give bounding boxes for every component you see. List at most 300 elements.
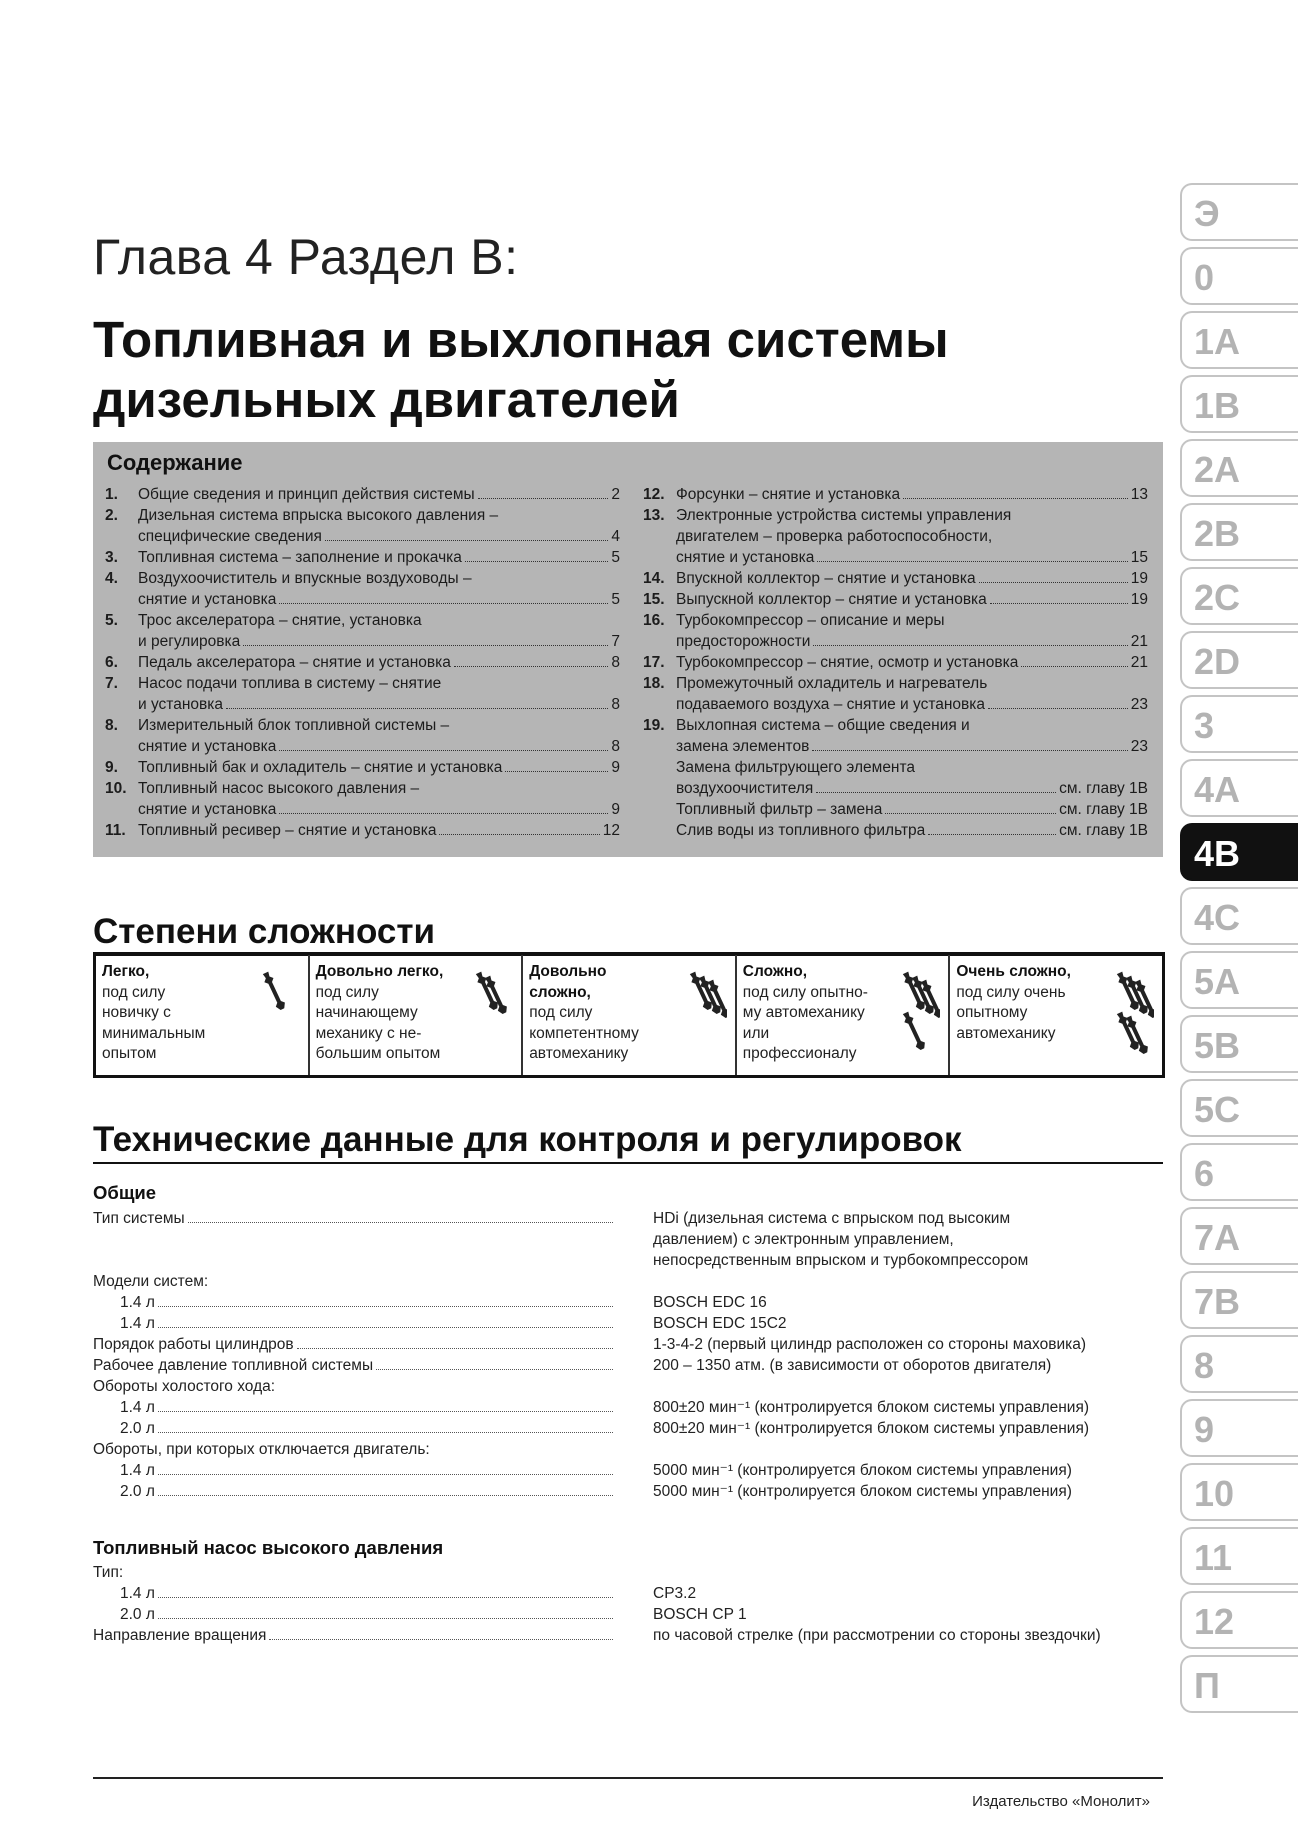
spec-label-text: Тип: bbox=[93, 1564, 124, 1581]
entry-number: 6. bbox=[105, 654, 118, 671]
difficulty-title: Довольно легко, bbox=[315, 963, 444, 980]
contents-entry[interactable] bbox=[105, 505, 620, 526]
spec-value bbox=[653, 1481, 1072, 1502]
dot-leader bbox=[885, 799, 1056, 814]
chapter-tab-label: 2B bbox=[1194, 513, 1241, 554]
entry-page: 8 bbox=[611, 738, 620, 755]
dot-leader bbox=[279, 589, 608, 604]
chapter-tab-4b[interactable] bbox=[1180, 823, 1298, 881]
entry-title: замена элементов bbox=[676, 738, 810, 755]
entry-title: предосторожности bbox=[676, 633, 811, 650]
contents-entry[interactable] bbox=[105, 799, 620, 820]
chapter-tab-label: 3 bbox=[1194, 705, 1215, 746]
contents-entry[interactable] bbox=[105, 736, 620, 757]
chapter-tab-0[interactable] bbox=[1180, 247, 1298, 305]
spec-label-text: 1.4 л bbox=[120, 1294, 155, 1311]
spec-label bbox=[120, 1418, 615, 1439]
chapter-tab-12[interactable] bbox=[1180, 1591, 1298, 1649]
spec-label bbox=[93, 1562, 615, 1583]
entry-number: 18. bbox=[643, 675, 665, 692]
entry-title: Топливная система – заполнение и прокачка bbox=[138, 549, 462, 566]
spanner-icon bbox=[262, 971, 287, 1011]
contents-entry[interactable] bbox=[643, 526, 1148, 547]
contents-entry[interactable] bbox=[643, 715, 1148, 736]
spec-value bbox=[653, 1208, 1028, 1271]
chapter-tab-4c[interactable] bbox=[1180, 887, 1298, 945]
chapter-tab-label: П bbox=[1194, 1665, 1220, 1706]
entry-title: Топливный бак и охладитель – снятие и установка bbox=[138, 759, 503, 776]
entry-number: 11. bbox=[105, 822, 126, 839]
entry-number bbox=[105, 631, 138, 652]
chapter-tab-1a[interactable] bbox=[1180, 311, 1298, 369]
dot-leader bbox=[243, 631, 608, 646]
entry-number bbox=[643, 547, 676, 568]
dot-leader bbox=[158, 1418, 613, 1433]
entry-page: см. главу 1B bbox=[1059, 801, 1148, 818]
chapter-tab-7a[interactable] bbox=[1180, 1207, 1298, 1265]
dot-leader bbox=[325, 526, 608, 541]
dot-leader bbox=[226, 694, 608, 709]
entry-title: Замена фильтрующего элемента bbox=[676, 759, 916, 776]
entry-title: специфические сведения bbox=[138, 528, 322, 545]
difficulty-text bbox=[102, 962, 205, 1065]
entry-number: 1. bbox=[105, 486, 118, 503]
entry-page: см. главу 1B bbox=[1059, 822, 1148, 839]
spec-label-text: Тип системы bbox=[93, 1210, 185, 1227]
dot-leader bbox=[812, 736, 1127, 751]
dot-leader bbox=[454, 652, 608, 667]
entry-title: снятие и установка bbox=[138, 738, 277, 755]
difficulty-text bbox=[743, 962, 868, 1065]
spec-value bbox=[653, 1583, 696, 1604]
difficulty-desc: профессионалу bbox=[742, 1045, 857, 1062]
dot-leader bbox=[279, 799, 608, 814]
entry-number bbox=[105, 589, 138, 610]
difficulty-desc: опытному bbox=[956, 1004, 1028, 1021]
contents-entry[interactable] bbox=[643, 778, 1148, 799]
chapter-tab-label: 4A bbox=[1194, 769, 1241, 810]
entry-title: Педаль акселератора – снятие и установка bbox=[138, 654, 451, 671]
difficulty-scale bbox=[93, 952, 1165, 1078]
spec-value bbox=[653, 1604, 747, 1625]
entry-title: Впускной коллектор – снятие и установка bbox=[676, 570, 976, 587]
chapter-tab-label: 1A bbox=[1194, 321, 1241, 362]
entry-title: Электронные устройства системы управления bbox=[676, 507, 1012, 524]
dot-leader bbox=[158, 1460, 613, 1475]
entry-number bbox=[105, 694, 138, 715]
difficulty-desc: под силу bbox=[315, 983, 379, 1001]
dot-leader bbox=[158, 1481, 613, 1496]
spec-label-text: Модели систем: bbox=[93, 1273, 209, 1290]
contents-entry[interactable] bbox=[643, 589, 1148, 610]
contents-entry[interactable] bbox=[643, 757, 1148, 778]
entry-number: 2. bbox=[105, 507, 118, 524]
difficulty-title: сложно, bbox=[529, 983, 591, 1001]
difficulty-desc: механику с не- bbox=[315, 1024, 422, 1042]
entry-number: 7. bbox=[105, 675, 118, 692]
entry-page: 23 bbox=[1130, 738, 1148, 755]
entry-number: 16. bbox=[643, 612, 665, 629]
difficulty-desc: под силу bbox=[529, 1004, 593, 1021]
entry-page: 5 bbox=[611, 591, 620, 608]
entry-title: Топливный фильтр – замена bbox=[676, 801, 883, 818]
difficulty-text bbox=[316, 962, 444, 1065]
spanner-rating-icon bbox=[1116, 967, 1154, 1055]
difficulty-title: Легко, bbox=[102, 963, 150, 980]
contents-entry[interactable] bbox=[643, 652, 1148, 673]
difficulty-text bbox=[956, 962, 1071, 1044]
chapter-tab-label: 1B bbox=[1194, 385, 1241, 426]
spec-label bbox=[120, 1460, 615, 1481]
entry-number: 15. bbox=[643, 591, 665, 608]
contents-entry[interactable] bbox=[643, 799, 1148, 820]
difficulty-level bbox=[737, 955, 951, 1075]
dot-leader bbox=[816, 778, 1056, 793]
chapter-tab-label: 4C bbox=[1194, 897, 1241, 938]
chapter-tab-5b[interactable] bbox=[1180, 1015, 1298, 1073]
difficulty-desc: автомеханику bbox=[529, 1045, 629, 1062]
contents-entry[interactable] bbox=[105, 694, 620, 715]
title-line: Топливная и выхлопная системы bbox=[93, 311, 949, 368]
entry-number bbox=[105, 799, 138, 820]
difficulty-title: Довольно bbox=[529, 963, 607, 980]
entry-number: 5. bbox=[105, 612, 118, 629]
contents-entry[interactable] bbox=[643, 505, 1148, 526]
entry-number: 19. bbox=[643, 717, 665, 734]
spec-label-text: 2.0 л bbox=[120, 1483, 155, 1500]
entry-title: Воздухоочиститель и впускные воздуховоды – bbox=[138, 570, 472, 587]
dot-leader bbox=[813, 631, 1127, 646]
contents-entry[interactable] bbox=[105, 778, 620, 799]
chapter-tab-7b[interactable] bbox=[1180, 1271, 1298, 1329]
spec-label-text: Направление вращения bbox=[93, 1627, 267, 1644]
contents-entry[interactable] bbox=[105, 673, 620, 694]
entry-page: 4 bbox=[611, 528, 620, 545]
entry-number: 17. bbox=[643, 654, 665, 671]
spec-value-line: 800±20 мин⁻¹ (контролируется блоком системы управления) bbox=[653, 1399, 1090, 1416]
entry-title: Общие сведения и принцип действия системы bbox=[138, 486, 475, 503]
entry-number bbox=[643, 799, 676, 820]
chapter-tab-label: 2D bbox=[1194, 641, 1241, 682]
difficulty-level bbox=[523, 955, 737, 1075]
entry-page: 7 bbox=[611, 633, 620, 650]
spec-value-line: CP3.2 bbox=[653, 1585, 697, 1602]
contents-entry[interactable] bbox=[105, 757, 620, 778]
spec-label bbox=[120, 1292, 615, 1313]
dot-leader bbox=[158, 1604, 613, 1619]
spec-label bbox=[120, 1313, 615, 1334]
spec-label-text: 1.4 л bbox=[120, 1585, 155, 1602]
contents-entry[interactable] bbox=[105, 652, 620, 673]
difficulty-desc: начинающему bbox=[315, 1004, 418, 1021]
spanner-rating-icon bbox=[475, 967, 513, 1055]
entry-page: 23 bbox=[1130, 696, 1148, 713]
contents-entry[interactable] bbox=[643, 484, 1148, 505]
entry-page: 8 bbox=[611, 654, 620, 671]
entry-page: 9 bbox=[611, 759, 620, 776]
entry-title: Слив воды из топливного фильтра bbox=[676, 822, 926, 839]
entry-title: снятие и установка bbox=[676, 549, 815, 566]
chapter-tab-label: 12 bbox=[1194, 1601, 1235, 1642]
spec-label bbox=[120, 1604, 615, 1625]
entry-page: 21 bbox=[1130, 654, 1148, 671]
dot-leader bbox=[928, 820, 1056, 835]
contents-entry[interactable] bbox=[105, 820, 620, 841]
entry-number bbox=[643, 778, 676, 799]
difficulty-heading: Степени сложности bbox=[93, 910, 1163, 956]
entry-title: Турбокомпрессор – снятие, осмотр и установка bbox=[676, 654, 1019, 671]
entry-title: снятие и установка bbox=[138, 801, 277, 818]
entry-page: 19 bbox=[1130, 570, 1148, 587]
entry-title: Турбокомпрессор – описание и меры bbox=[676, 612, 945, 629]
entry-page: 13 bbox=[1130, 486, 1148, 503]
chapter-tab-п[interactable] bbox=[1180, 1655, 1298, 1713]
difficulty-level bbox=[96, 955, 310, 1075]
contents-entry[interactable] bbox=[643, 673, 1148, 694]
spec-value-line: 5000 мин⁻¹ (контролируется блоком системы управления) bbox=[653, 1462, 1072, 1479]
difficulty-level bbox=[310, 955, 524, 1075]
contents-entry[interactable] bbox=[105, 631, 620, 652]
difficulty-desc: или bbox=[742, 1024, 770, 1042]
spec-label bbox=[93, 1625, 615, 1646]
entry-title: Выхлопная система – общие сведения и bbox=[676, 717, 970, 734]
chapter-tab-label: 2C bbox=[1194, 577, 1241, 618]
entry-title: Дизельная система впрыска высокого давления – bbox=[138, 507, 499, 524]
dot-leader bbox=[188, 1208, 613, 1223]
entry-title: и регулировка bbox=[138, 633, 241, 650]
chapter-tab-6[interactable] bbox=[1180, 1143, 1298, 1201]
entry-number: 9. bbox=[105, 759, 118, 776]
entry-title: снятие и установка bbox=[138, 591, 277, 608]
chapter-tab-label: 5A bbox=[1194, 961, 1241, 1002]
spec-value-line: BOSCH EDC 16 bbox=[653, 1294, 767, 1311]
pump-specs-heading: Топливный насос высокого давления bbox=[93, 1537, 444, 1558]
chapter-tab-2c[interactable] bbox=[1180, 567, 1298, 625]
spec-label-text: 2.0 л bbox=[120, 1420, 155, 1437]
spec-label bbox=[93, 1376, 615, 1397]
entry-page: см. главу 1B bbox=[1059, 780, 1148, 797]
difficulty-title: Очень сложно, bbox=[956, 963, 1071, 980]
entry-number: 14. bbox=[643, 570, 665, 587]
spec-label-text: Обороты, при которых отключается двигатель: bbox=[93, 1441, 430, 1458]
difficulty-desc: под силу очень bbox=[956, 983, 1066, 1001]
dot-leader bbox=[988, 694, 1128, 709]
difficulty-desc: под силу bbox=[102, 983, 166, 1001]
chapter-tab-label: 7B bbox=[1194, 1281, 1241, 1322]
entry-number: 10. bbox=[105, 780, 127, 797]
spec-value bbox=[653, 1625, 1101, 1646]
dot-leader bbox=[505, 757, 608, 772]
chapter-tab-label: 9 bbox=[1194, 1409, 1215, 1450]
contents-column-right bbox=[643, 484, 1148, 841]
entry-number bbox=[643, 736, 676, 757]
dot-leader bbox=[465, 547, 608, 562]
dot-leader bbox=[990, 589, 1128, 604]
spec-label bbox=[93, 1208, 615, 1229]
entry-title: Топливный ресивер – снятие и установка bbox=[138, 822, 437, 839]
spec-label bbox=[93, 1439, 615, 1460]
entry-number bbox=[643, 526, 676, 547]
entry-title: Насос подачи топлива в систему – снятие bbox=[138, 675, 442, 692]
contents-entry[interactable] bbox=[643, 631, 1148, 652]
spec-label-text: 1.4 л bbox=[120, 1315, 155, 1332]
spec-value bbox=[653, 1418, 1089, 1439]
spec-label bbox=[120, 1481, 615, 1502]
chapter-tab-2d[interactable] bbox=[1180, 631, 1298, 689]
chapter-tab-label: 0 bbox=[1194, 257, 1215, 298]
chapter-tab-11[interactable] bbox=[1180, 1527, 1298, 1585]
spanner-rating-icon bbox=[902, 967, 940, 1055]
page-title bbox=[93, 310, 949, 430]
spanner-icon bbox=[902, 1011, 927, 1051]
chapter-tab-э[interactable] bbox=[1180, 183, 1298, 241]
spec-label bbox=[93, 1271, 615, 1292]
chapter-tab-1b[interactable] bbox=[1180, 375, 1298, 433]
contents-entry[interactable] bbox=[643, 610, 1148, 631]
chapter-tab-8[interactable] bbox=[1180, 1335, 1298, 1393]
chapter-tab-label: 5B bbox=[1194, 1025, 1241, 1066]
spec-value-line: 800±20 мин⁻¹ (контролируется блоком системы управления) bbox=[653, 1420, 1090, 1437]
entry-title: Топливный насос высокого давления – bbox=[138, 780, 420, 797]
entry-number: 13. bbox=[643, 507, 665, 524]
spec-value bbox=[653, 1460, 1072, 1481]
entry-number bbox=[643, 694, 676, 715]
contents-entry[interactable] bbox=[105, 589, 620, 610]
difficulty-level bbox=[950, 955, 1162, 1075]
spec-label-text: Рабочее давление топливной системы bbox=[93, 1357, 374, 1374]
entry-title: Выпускной коллектор – снятие и установка bbox=[676, 591, 987, 608]
spec-value-line: 1-3-4-2 (первый цилиндр расположен со стороны маховика) bbox=[653, 1336, 1087, 1353]
contents-entry[interactable] bbox=[643, 820, 1148, 841]
title-line: дизельных двигателей bbox=[93, 371, 680, 428]
dot-leader bbox=[903, 484, 1128, 499]
contents-entry[interactable] bbox=[643, 547, 1148, 568]
publisher: Издательство «Монолит» bbox=[972, 1793, 1150, 1810]
spec-value-line: BOSCH EDC 15C2 bbox=[653, 1315, 787, 1332]
chapter-tab-4a[interactable] bbox=[1180, 759, 1298, 817]
chapter-tab-label: Э bbox=[1194, 193, 1220, 234]
entry-number bbox=[105, 736, 138, 757]
chapter-tab-2a[interactable] bbox=[1180, 439, 1298, 497]
spec-value-line: 200 – 1350 атм. (в зависимости от оборотов двигателя) bbox=[653, 1357, 1052, 1374]
general-specs-heading: Общие bbox=[93, 1182, 157, 1203]
entry-title: Измерительный блок топливной системы – bbox=[138, 717, 450, 734]
chapter-tab-2b[interactable] bbox=[1180, 503, 1298, 561]
entry-page: 8 bbox=[611, 696, 620, 713]
entry-title: двигателем – проверка работоспособности, bbox=[676, 528, 993, 545]
difficulty-desc: опытом bbox=[102, 1045, 157, 1062]
dot-leader bbox=[478, 484, 609, 499]
chapter-tab-10[interactable] bbox=[1180, 1463, 1298, 1521]
entry-page: 19 bbox=[1130, 591, 1148, 608]
contents-column-left bbox=[105, 484, 620, 841]
footer-divider bbox=[93, 1777, 1163, 1779]
difficulty-desc: под силу опытно- bbox=[742, 983, 868, 1001]
contents-entry[interactable] bbox=[105, 610, 620, 631]
entry-title: Трос акселератора – снятие, установка bbox=[138, 612, 422, 629]
dot-leader bbox=[817, 547, 1127, 562]
contents-entry[interactable] bbox=[643, 694, 1148, 715]
spec-value bbox=[653, 1292, 767, 1313]
entry-number: 3. bbox=[105, 549, 118, 566]
contents-box bbox=[93, 442, 1163, 857]
spec-value-line: по часовой стрелке (при рассмотрении со стороны звездочки) bbox=[653, 1627, 1101, 1644]
contents-entry[interactable] bbox=[105, 715, 620, 736]
chapter-tab-label: 5C bbox=[1194, 1089, 1241, 1130]
chapter-tab-label: 10 bbox=[1194, 1473, 1235, 1514]
entry-title: подаваемого воздуха – снятие и установка bbox=[676, 696, 986, 713]
difficulty-desc: большим опытом bbox=[315, 1045, 441, 1062]
entry-page: 5 bbox=[611, 549, 620, 566]
spec-label bbox=[120, 1397, 615, 1418]
entry-title: воздухоочистителя bbox=[676, 780, 814, 797]
dot-leader bbox=[158, 1292, 613, 1307]
chapter-tab-label: 11 bbox=[1194, 1537, 1233, 1578]
difficulty-text bbox=[529, 962, 639, 1065]
dot-leader bbox=[439, 820, 599, 835]
entry-number bbox=[643, 820, 676, 841]
chapter-tab-9[interactable] bbox=[1180, 1399, 1298, 1457]
chapter-tab-5c[interactable] bbox=[1180, 1079, 1298, 1137]
chapter-tab-3[interactable] bbox=[1180, 695, 1298, 753]
chapter-tab-label: 2A bbox=[1194, 449, 1241, 490]
spec-value bbox=[653, 1355, 1051, 1376]
spec-label bbox=[93, 1334, 615, 1355]
dot-leader bbox=[279, 736, 608, 751]
chapter-tab-label: 6 bbox=[1194, 1153, 1215, 1194]
spec-value bbox=[653, 1313, 787, 1334]
spec-label-text: 2.0 л bbox=[120, 1606, 155, 1623]
spanner-rating-icon bbox=[262, 967, 300, 1055]
spec-value bbox=[653, 1397, 1089, 1418]
spec-label-text: Порядок работы цилиндров bbox=[93, 1336, 294, 1353]
contents-entry[interactable] bbox=[643, 568, 1148, 589]
dot-leader bbox=[269, 1625, 613, 1640]
entry-title: Форсунки – снятие и установка bbox=[676, 486, 901, 503]
spanner-rating-icon bbox=[689, 967, 727, 1055]
dot-leader bbox=[297, 1334, 613, 1349]
dot-leader bbox=[158, 1583, 613, 1598]
spec-label bbox=[93, 1355, 615, 1376]
contents-entry[interactable] bbox=[643, 736, 1148, 757]
difficulty-desc: минимальным bbox=[102, 1024, 206, 1042]
difficulty-desc: новичку с bbox=[102, 1004, 171, 1021]
spec-value bbox=[653, 1334, 1086, 1355]
contents-entry[interactable] bbox=[105, 547, 620, 568]
spec-value-line: BOSCH CP 1 bbox=[653, 1606, 747, 1623]
contents-entry[interactable] bbox=[105, 484, 620, 505]
entry-page: 15 bbox=[1130, 549, 1148, 566]
specs-heading: Технические данные для контроля и регулировок bbox=[93, 1118, 1163, 1164]
spec-value-line: давлением) с электронным управлением, bbox=[653, 1231, 954, 1248]
spec-label-text: 1.4 л bbox=[120, 1399, 155, 1416]
entry-number bbox=[643, 631, 676, 652]
entry-number bbox=[105, 526, 138, 547]
entry-page: 9 bbox=[611, 801, 620, 818]
dot-leader bbox=[376, 1355, 613, 1370]
spec-value-line: HDi (дизельная система с впрыском под высоким bbox=[653, 1210, 1011, 1227]
spec-value-line: 5000 мин⁻¹ (контролируется блоком системы управления) bbox=[653, 1483, 1072, 1500]
entry-number bbox=[643, 757, 676, 778]
contents-entry[interactable] bbox=[105, 526, 620, 547]
spec-value-line: непосредственным впрыском и турбокомпрессором bbox=[653, 1252, 1029, 1269]
chapter-tab-5a[interactable] bbox=[1180, 951, 1298, 1009]
chapter-tab-label: 4B bbox=[1194, 833, 1241, 874]
spec-label-text: 1.4 л bbox=[120, 1462, 155, 1479]
entry-number: 4. bbox=[105, 570, 118, 587]
contents-entry[interactable] bbox=[105, 568, 620, 589]
contents-heading: Содержание bbox=[107, 450, 243, 475]
